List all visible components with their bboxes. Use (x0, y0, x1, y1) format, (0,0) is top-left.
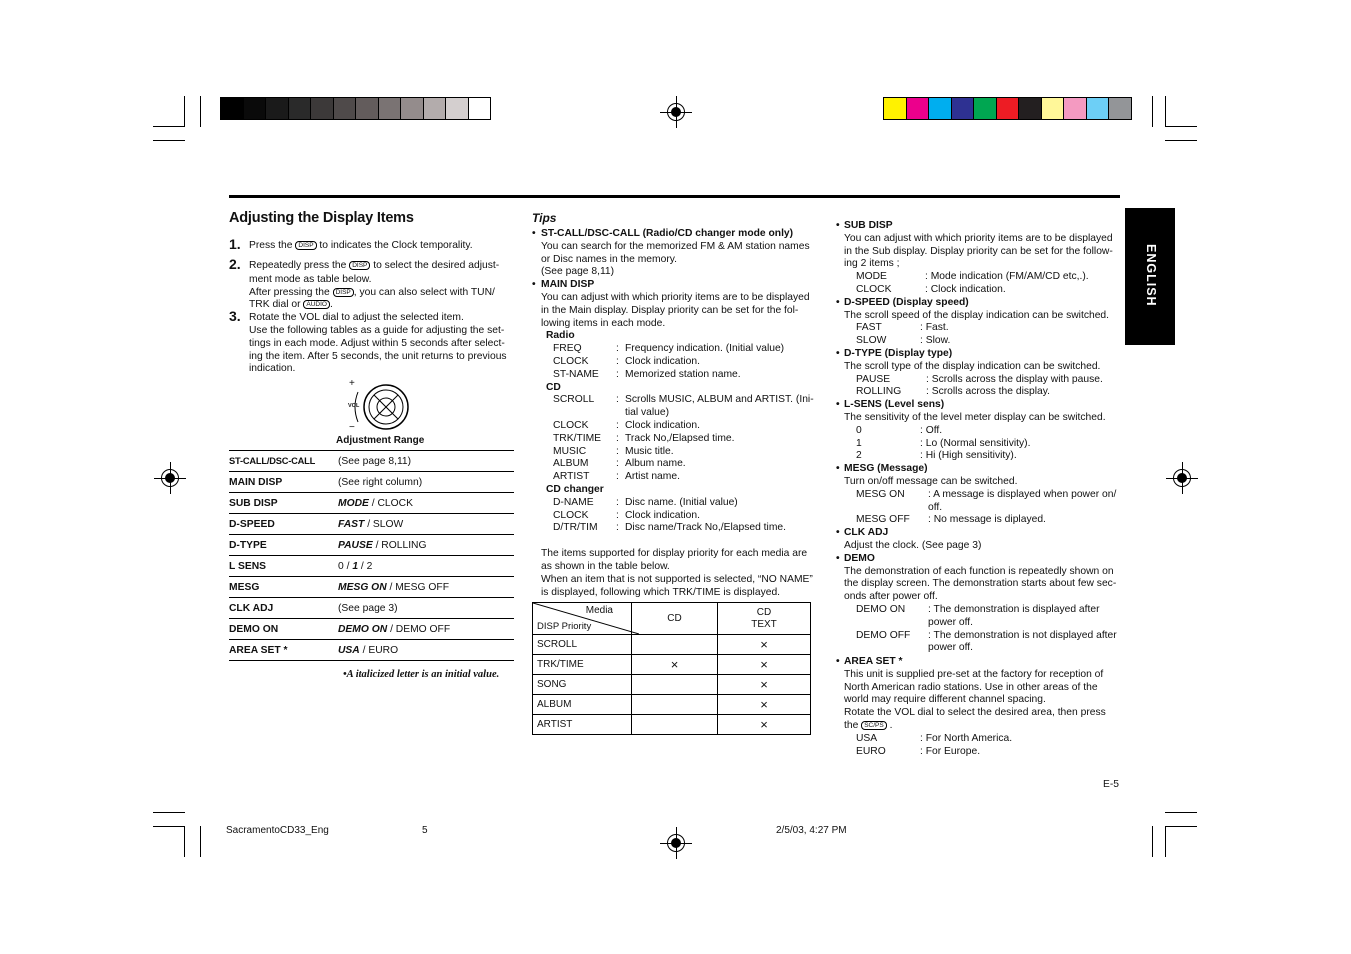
adjustment-options: / CLOCK (368, 497, 413, 509)
list-item (541, 458, 820, 471)
item-key: FREQ (553, 343, 582, 355)
mesg-on-value-2: off. (928, 501, 943, 513)
list-item (844, 271, 1121, 284)
adjustment-row (229, 493, 514, 514)
item-colon: : (616, 368, 619, 380)
tips-stcall-text: You can search for the memorized FM & AM station names (541, 240, 810, 252)
adjustment-value (338, 535, 514, 556)
cdtext-header-line1: CD (756, 606, 772, 618)
mesg-on-key: MESG ON (856, 488, 905, 500)
adjustment-row (229, 535, 514, 556)
item-key: 0 (856, 424, 862, 436)
gray-swatch (334, 98, 357, 119)
demo-off-key: DEMO OFF (856, 629, 911, 641)
l-sens-items (844, 425, 1121, 463)
color-swatch (1042, 98, 1065, 119)
page-number: E-5 (1103, 779, 1120, 790)
step-3-text-4: ing the item. After 5 seconds, the unit returns to previous (249, 350, 507, 362)
adjustment-options: (See page 3) (338, 602, 398, 614)
mesg-on-value: : A message is displayed when power on/ (928, 488, 1117, 500)
item-colon: : (616, 522, 619, 534)
item-value: : Mode indication (FM/AM/CD etc,.). (925, 271, 1089, 283)
demo-off-value-2: power off. (928, 642, 974, 654)
list-item (541, 510, 820, 523)
tips-main-text-3: lowing items in each mode. (541, 317, 666, 329)
l-sens-title: L-SENS (Level sens) (844, 399, 945, 411)
item-value: : Scrolls across the display. (926, 386, 1050, 398)
adjustment-initial-value: MESG ON (338, 581, 387, 593)
item-key: 2 (856, 450, 862, 462)
priority-item: ALBUM (533, 695, 632, 715)
list-item (844, 450, 1121, 463)
adjustment-options: / DEMO OFF (387, 623, 451, 635)
tips-main-text-2: in the Main display. Display priority can be set for the fol- (541, 304, 799, 316)
priority-cdtext-cell: × (718, 715, 811, 735)
adjustment-row (229, 640, 514, 661)
adjustment-key: MESG (229, 577, 338, 598)
demo-off-value: : The demonstration is not displayed after (928, 629, 1117, 641)
registration-mark-right-icon (1173, 469, 1191, 487)
gray-swatch (311, 98, 334, 119)
tips-content: • ST-CALL/DSC-CALL (Radio/CD changer mode only) You can search for the memorized FM & AM station names or Disc names in the memory. (See page 8,11) • MAIN DISP You can adjust with which priority items are to be displayed in the Main display. Display priority can be set for the fol- lowing items in each mode. Radio FREQ : Frequency indication. (Initial value) CLOCK : Clock indication. ST-NAME : Memorized station name. CD SCROLL : Scrolls MUSIC, ALBUM and ARTIST. (Ini- tial value) CLOCK : Clock indication. TRK/TIME : Track No,/Elapsed time. MUSIC : Music title. ALBUM : Album name. ARTIST : Artist name. CD changer D-NAME : Disc name. (Initial value) CLOCK : Clock indication. D/TR/TIM : Disc name/Track No,/Elapsed time. The items supported for display priority for each media are as shown in the table below. When an item that is not supported is selected, “NO NAME” is displayed, following which TRK/TIME is displayed. (532, 228, 820, 599)
item-key: SLOW (856, 335, 887, 347)
priority-cdtext-cell: × (718, 675, 811, 695)
adjustment-options: (See right column) (338, 476, 423, 488)
item-value: : Hi (High sensitivity). (920, 450, 1017, 462)
priority-row (533, 715, 811, 735)
adjustment-value (338, 472, 514, 493)
priority-item: ARTIST (533, 715, 632, 735)
adjustment-value (338, 493, 514, 514)
item-key: PAUSE (856, 373, 891, 385)
item-value: Disc name. (Initial value) (625, 496, 738, 508)
registration-mark-top-icon (667, 103, 685, 121)
priority-table-cd-header: CD (632, 603, 718, 635)
adjustment-options: / EURO (359, 644, 399, 656)
steps (229, 236, 515, 376)
step-3-text-2: Use the following tables as a guide for adjusting the set- (249, 324, 505, 336)
color-swatch (1064, 98, 1087, 119)
scps-button-icon: SC/PS (861, 721, 887, 730)
priority-cdtext-cell: × (718, 635, 811, 655)
cd-items (541, 394, 820, 484)
step-2-text-4: After pressing the (249, 286, 330, 298)
item-key: D/TR/TIM (553, 522, 598, 534)
dial-label: VOL (348, 403, 360, 409)
adjustment-options: / SLOW (364, 518, 404, 530)
area-set-title: AREA SET * (844, 656, 903, 668)
priority-cdtext-cell: × (718, 655, 811, 675)
gray-swatch (244, 98, 267, 119)
item-colon: : (616, 496, 619, 508)
priority-item: SONG (533, 675, 632, 695)
adjustment-value (338, 619, 514, 640)
cd-changer-items (541, 497, 820, 535)
adjustment-options: / MESG OFF (386, 581, 449, 593)
clk-adj-text: Adjust the clock. (See page 3) (844, 539, 982, 551)
area-set-text-6: . (889, 720, 893, 732)
adjustment-value (338, 598, 514, 619)
adjustment-footnote: •A italicized letter is an initial value. (343, 669, 500, 680)
adjustment-row (229, 472, 514, 493)
priority-cd-cell: × (632, 655, 718, 675)
item-value: : Slow. (920, 335, 951, 347)
disp-button-icon: DISP (349, 261, 370, 270)
tips-stcall-text-3: (See page 8,11) (541, 266, 615, 278)
item-value: Clock indication. (625, 509, 700, 521)
item-key: CLOCK (856, 283, 892, 295)
list-item (541, 446, 820, 459)
list-item (541, 433, 820, 446)
item-colon: : (616, 471, 619, 483)
mesg-title: MESG (Message) (844, 463, 928, 475)
list-item (844, 322, 1121, 335)
gray-swatch (356, 98, 379, 119)
item-value: tial value) (625, 407, 670, 419)
priority-cdtext-cell: × (718, 695, 811, 715)
demo-on-key: DEMO ON (856, 603, 906, 615)
adjustment-initial-value: FAST (338, 518, 365, 530)
adjustment-key: CLK ADJ (229, 598, 338, 619)
disp-button-icon: DISP (333, 288, 354, 297)
adjustment-row (229, 598, 514, 619)
list-item (844, 733, 1121, 746)
grayscale-color-bar (220, 97, 491, 120)
d-type-text: The scroll type of the display indication can be switched. (844, 360, 1101, 372)
audio-button-icon: AUDIO (303, 300, 330, 309)
adjustment-key: DEMO ON (229, 619, 338, 640)
area-set-text-4: Rotate the VOL dial to select the desired area, then press (844, 707, 1106, 719)
list-item (844, 438, 1121, 451)
adjustment-key: ST-CALL/DSC-CALL (229, 451, 338, 472)
adjustment-key: SUB DISP (229, 493, 338, 514)
step-2-text-6: TRK dial or (249, 299, 301, 311)
footer-filename: SacramentoCD33_Eng (226, 825, 329, 836)
area-set-text-3: world may require different channel spacing. (844, 694, 1046, 706)
adjustment-options: (See page 8,11) (338, 455, 412, 467)
item-key: CLOCK (553, 419, 589, 431)
list-item (541, 343, 820, 356)
item-key: ALBUM (553, 458, 589, 470)
disp-button-icon: DISP (295, 241, 316, 250)
adjustment-options: 0 / 1 / 2 (338, 560, 373, 572)
item-key: MODE (856, 271, 887, 283)
priority-row (533, 655, 811, 675)
sub-disp-items (844, 271, 1121, 297)
cd-subheading: CD (546, 381, 561, 393)
item-colon: : (616, 419, 619, 431)
adjustment-key: D-SPEED (229, 514, 338, 535)
item-value: Clock indication. (625, 419, 700, 431)
adjustment-initial-value: DEMO ON (338, 623, 388, 635)
adjustment-row (229, 451, 514, 472)
item-key: 1 (856, 437, 862, 449)
item-key: EURO (856, 745, 886, 757)
step-2-text-3: ment mode as table below. (249, 273, 372, 285)
adjustment-value (338, 514, 514, 535)
d-type-items (844, 374, 1121, 400)
sub-disp-text-2: in the Sub display. Display priority can be set for the follow- (844, 245, 1113, 257)
list-item (844, 386, 1121, 399)
color-swatch (1019, 98, 1042, 119)
priority-cd-cell (632, 715, 718, 735)
gray-swatch (379, 98, 402, 119)
item-key (553, 407, 616, 420)
list-item (541, 369, 820, 382)
adjustment-initial-value: MODE (338, 497, 369, 509)
item-value: : For Europe. (920, 745, 981, 757)
cd-changer-subheading: CD changer (546, 483, 604, 495)
top-rule (229, 195, 1120, 198)
gray-swatch (221, 98, 244, 119)
radio-subheading: Radio (546, 330, 575, 342)
tips-main-text: You can adjust with which priority items are to be displayed (541, 291, 810, 303)
tips-stcall-text-2: or Disc names in the memory. (541, 253, 677, 265)
color-swatch (884, 98, 907, 119)
priority-table-media-label: Media (585, 605, 613, 616)
radio-items (541, 343, 820, 381)
priority-table (532, 602, 811, 735)
priority-item: SCROLL (533, 635, 632, 655)
step-1-text: Press the (249, 240, 293, 251)
d-speed-text: The scroll speed of the display indication can be switched. (844, 309, 1110, 321)
step-1-text-2: to indicates the Clock temporality. (319, 240, 473, 251)
demo-on-value-2: power off. (928, 616, 974, 628)
gray-swatch (289, 98, 312, 119)
color-swatch (929, 98, 952, 119)
step-2-text: Repeatedly press the (249, 260, 347, 271)
item-colon (616, 407, 625, 420)
item-colon: : (616, 432, 619, 444)
footer-page: 5 (422, 825, 428, 836)
d-speed-title: D-SPEED (Display speed) (844, 296, 969, 308)
step-2-text-5: , you can also select with TUN/ (353, 286, 495, 298)
language-tab (1125, 208, 1175, 345)
sub-disp-title: SUB DISP (844, 220, 893, 231)
item-value: Clock indication. (625, 355, 700, 367)
adjustment-options: / ROLLING (372, 539, 427, 551)
demo-text-2: the display screen. The demonstration starts about few sec- (844, 578, 1117, 590)
item-value: Track No,/Elapsed time. (625, 432, 735, 444)
page-title: Adjusting the Display Items (229, 210, 414, 226)
step-3-text-3: tings in each mode. Adjust within 5 seconds after select- (249, 337, 505, 349)
step-3-text: Rotate the VOL dial to adjust the selected item. (249, 312, 464, 324)
adjustment-row (229, 514, 514, 535)
priority-table-cdtext-header (718, 603, 811, 635)
item-key: MUSIC (553, 445, 587, 457)
adjustment-row (229, 577, 514, 598)
list-item (541, 407, 820, 420)
item-key: SCROLL (553, 394, 595, 406)
step-1-number: 1. (229, 236, 241, 252)
priority-table-corner (533, 603, 632, 635)
registration-mark-left-icon (161, 469, 179, 487)
list-item (844, 284, 1121, 297)
item-colon: : (616, 394, 619, 406)
priority-cd-cell (632, 675, 718, 695)
item-key: CLOCK (553, 355, 589, 367)
adjustment-initial-value: PAUSE (338, 539, 373, 551)
gray-swatch (266, 98, 289, 119)
adjustment-table (229, 450, 514, 661)
item-value: : Scrolls across the display with pause. (926, 373, 1103, 385)
tips-note-3: When an item that is not supported is selected, “NO NAME” (541, 573, 813, 585)
adjustment-value (338, 556, 514, 577)
color-swatch (952, 98, 975, 119)
list-item (844, 374, 1121, 387)
item-colon: : (616, 458, 619, 470)
item-value: Memorized station name. (625, 368, 741, 380)
demo-text: The demonstration of each function is repeatedly shown on (844, 565, 1114, 577)
adjustment-key: L SENS (229, 556, 338, 577)
mesg-off-key: MESG OFF (856, 514, 910, 526)
item-value: Disc name/Track No,/Elapsed time. (625, 522, 786, 534)
step-3-number: 3. (229, 308, 241, 325)
demo-title: DEMO (844, 552, 875, 564)
color-swatch (1109, 98, 1131, 119)
tips-stcall-title: ST-CALL/DSC-CALL (Radio/CD changer mode only) (541, 228, 794, 239)
list-item (541, 420, 820, 433)
list-item (541, 497, 820, 510)
priority-cd-cell (632, 695, 718, 715)
priority-row (533, 635, 811, 655)
item-colon: : (616, 445, 619, 457)
item-key: FAST (856, 322, 882, 334)
priority-cd-cell (632, 635, 718, 655)
process-color-bar (883, 97, 1132, 120)
area-set-text-5: the (844, 720, 859, 732)
color-swatch (997, 98, 1020, 119)
mesg-off-value: : No message is diplayed. (928, 514, 1046, 526)
color-swatch (1087, 98, 1110, 119)
adjustment-value (338, 577, 514, 598)
item-value: : Off. (920, 424, 943, 436)
item-key: D-NAME (553, 496, 594, 508)
d-type-title: D-TYPE (Display type) (844, 347, 953, 359)
item-value: : Fast. (920, 322, 949, 334)
list-item (541, 394, 820, 407)
demo-text-3: onds after power off. (844, 591, 938, 603)
priority-table-disp-label: DISP Priority (537, 621, 592, 632)
priority-item: TRK/TIME (533, 655, 632, 675)
list-item (541, 471, 820, 484)
adjustment-key: D-TYPE (229, 535, 338, 556)
item-key: ST-NAME (553, 368, 599, 380)
sub-disp-text: You can adjust with which priority items are to be displayed (844, 232, 1113, 244)
item-value: : For North America. (920, 732, 1013, 744)
item-key: CLOCK (553, 509, 589, 521)
item-value: Frequency indication. (Initial value) (625, 343, 785, 355)
color-swatch (907, 98, 930, 119)
priority-row (533, 695, 811, 715)
clk-adj-title: CLK ADJ (844, 527, 889, 539)
item-value: Artist name. (625, 471, 680, 483)
gray-swatch (446, 98, 469, 119)
item-colon: : (616, 509, 619, 521)
step-2-text-7: . (329, 299, 333, 311)
demo-on-value: : The demonstration is displayed after (928, 603, 1100, 615)
language-tab-label: ENGLISH (1144, 244, 1158, 307)
sub-disp-text-3: ing 2 items ; (844, 258, 900, 270)
tips-main-title: MAIN DISP (541, 279, 595, 291)
adjustment-value (338, 640, 514, 661)
step-2-number: 2. (229, 256, 241, 272)
vol-dial-icon (344, 378, 414, 433)
cdtext-header-line2: TEXT (751, 618, 777, 630)
gray-swatch (401, 98, 424, 119)
item-key: ROLLING (856, 386, 902, 398)
adjustment-row (229, 556, 514, 577)
adjustment-value (338, 451, 514, 472)
adjustment-key: MAIN DISP (229, 472, 338, 493)
list-item (541, 522, 820, 535)
tips-note-4: is displayed, following which TRK/TIME is displayed. (541, 586, 781, 598)
tips-heading: Tips (532, 211, 557, 225)
adjustment-key: AREA SET * (229, 640, 338, 661)
l-sens-text: The sensitivity of the level meter display can be switched. (844, 411, 1106, 423)
gray-swatch (469, 98, 491, 119)
item-colon: : (616, 343, 619, 355)
list-item (844, 746, 1121, 759)
d-speed-items (844, 322, 1121, 348)
dial-minus: − (349, 422, 355, 433)
step-2-text-2: to select the desired adjust- (373, 260, 500, 271)
item-value: Music title. (625, 445, 674, 457)
item-key: ARTIST (553, 471, 590, 483)
priority-row (533, 675, 811, 695)
item-colon: : (616, 355, 619, 367)
gray-swatch (424, 98, 447, 119)
adjustment-row (229, 619, 514, 640)
step-3-text-5: indication. (249, 363, 296, 375)
area-set-items (844, 733, 1121, 759)
item-key: USA (856, 732, 878, 744)
right-column: • SUB DISP You can adjust with which priority items are to be displayed in the Sub display. Display priority can be set for the follow- ing 2 items ; MODE : Mode indication (FM/AM/CD etc,.). CLOCK : Clock indication. • D-SPEED (Display speed) The scroll speed of the display indication can be switched. FAST : Fast. SLOW : Slow. • D-TYPE (Display type) The scroll type of the display indication can be switched. PAUSE : Scrolls across the display with pause. ROLLING : Scrolls across the display. • L-SENS (Level sens) The sensitivity of the level meter display can be switched. 0 : Off. 1 : Lo (Normal sensitivity). 2 : Hi (High sensitivity). • MESG (Message) Turn on/off message can be switched. MESG ON : A message is displayed when power on/ off. MESG OFF : No message is diplayed. • CLK ADJ Adjust the clock. (See page 3) • DEMO The demonstration of each function is repeatedly shown on the display screen. The demonstration starts about few sec- onds after power off. DEMO ON : The demonstration is displayed after power off. DEMO OFF : The demonstration is not displayed after power off. • AREA SET * This unit is supplied pre-set at the factory for reception of North American radio stations. Use in other areas of the world may require different channel spacing. Rotate the VOL dial to select the desired area, then press the SC/PS . USA : For North America. EURO : For Europe. (836, 220, 1121, 758)
item-value: Album name. (625, 458, 686, 470)
item-value: Scrolls MUSIC, ALBUM and ARTIST. (Ini- (625, 394, 814, 406)
list-item (844, 425, 1121, 438)
color-swatch (974, 98, 997, 119)
tips-note-2: as shown in the table below. (541, 560, 670, 572)
adjustment-range-heading: Adjustment Range (336, 435, 425, 446)
dial-plus: + (349, 378, 355, 389)
area-set-text: This unit is supplied pre-set at the factory for reception of (844, 668, 1104, 680)
mesg-text: Turn on/off message can be switched. (844, 475, 1018, 487)
registration-mark-bottom-icon (667, 834, 685, 852)
list-item (541, 356, 820, 369)
item-value: : Clock indication. (925, 283, 1006, 295)
item-value: : Lo (Normal sensitivity). (920, 437, 1031, 449)
tips-note: The items supported for display priority for each media are (541, 548, 808, 560)
item-key: TRK/TIME (553, 432, 602, 444)
adjustment-initial-value: USA (338, 644, 360, 656)
area-set-text-2: North American radio stations. Use in other areas of the (844, 681, 1098, 693)
footer-date: 2/5/03, 4:27 PM (776, 825, 847, 836)
list-item (844, 335, 1121, 348)
